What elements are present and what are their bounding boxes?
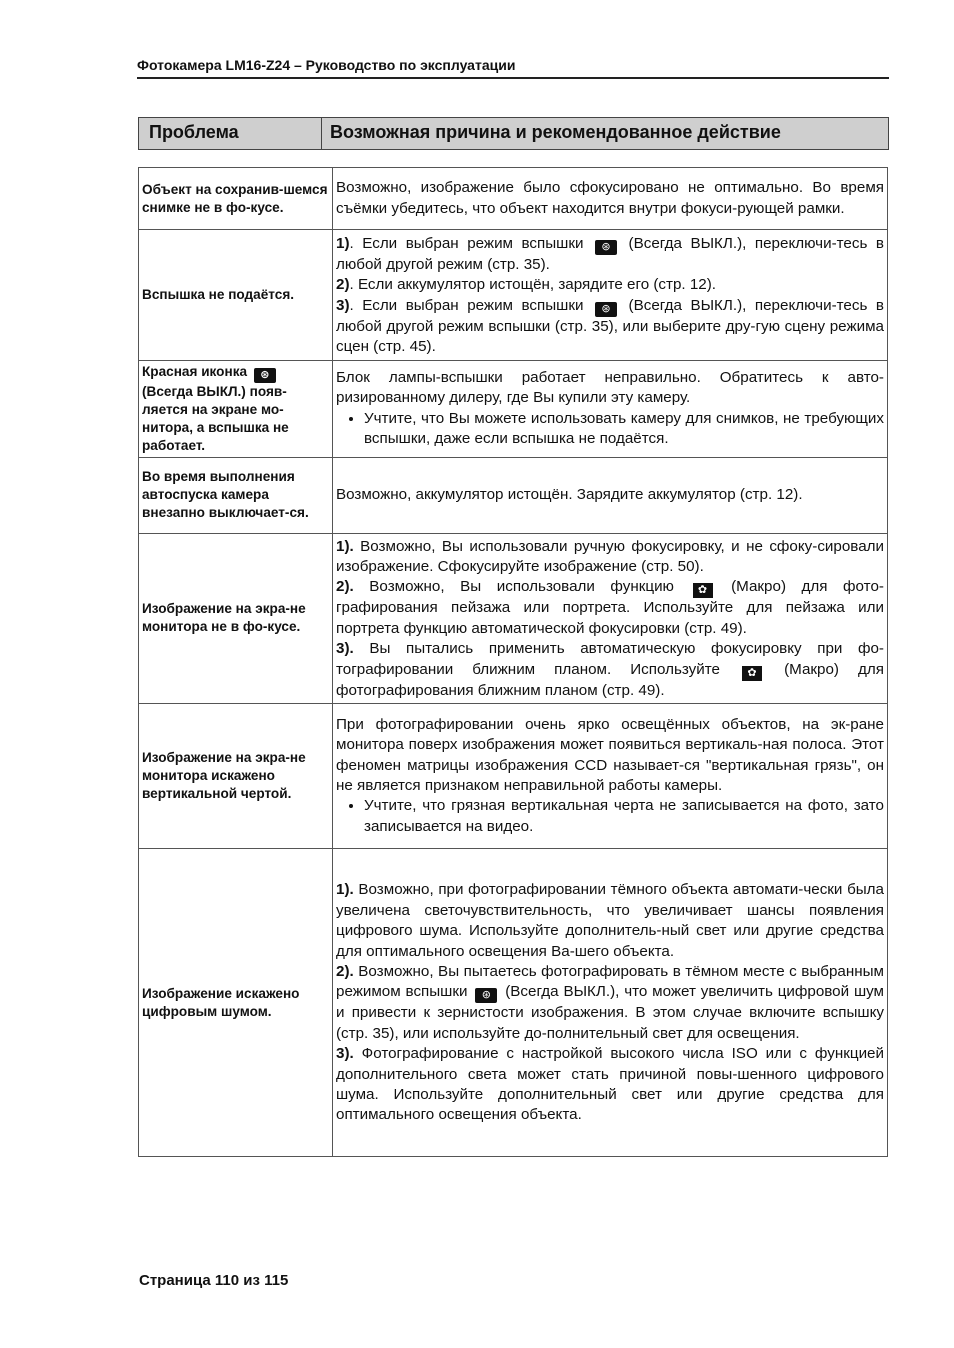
- action-item: 3). Если выбран режим вспышки ⊛ (Всегда ВЫКЛ.), переключи-тесь в любой другой режим вспышки (стр. 35), или выберите дру-гую сцену режима сцен (стр. 45).: [336, 296, 884, 356]
- problem-cell: Объект на сохранив-шемся снимке не в фо-кусе.: [139, 168, 333, 230]
- troubleshooting-table: [138, 167, 888, 1157]
- problem-cell: Во время выполнения автоспуска камера внезапно выключает-ся.: [139, 457, 333, 533]
- action-cell: Возможно, аккумулятор истощён. Зарядите аккумулятор (стр. 12).: [333, 457, 888, 533]
- flash-off-icon: ⊛: [595, 240, 617, 255]
- problem-cell: Вспышка не подаётся.: [139, 230, 333, 361]
- flash-off-icon: ⊛: [254, 368, 276, 383]
- column-header-problem: Проблема: [139, 118, 322, 149]
- table-row: [139, 704, 888, 849]
- problem-cell: Красная иконка ⊛ (Всегда ВЫКЛ.) появ-ляется на экране мо-нитора, а вспышка не работает.: [139, 360, 333, 457]
- action-item: 3). Вы пытались применить автоматическую фокусировку при фо-тографировании ближним планом. Используйте ✿ (Макро) для фотографирования ближним планом (стр. 49).: [336, 640, 884, 699]
- page-footer: Страница 110 из 115: [139, 1272, 289, 1289]
- problem-cell: Изображение на экра-не монитора не в фо-кусе.: [139, 533, 333, 703]
- action-cell: [333, 704, 888, 849]
- table-row: [139, 849, 888, 1157]
- action-cell: [333, 360, 888, 457]
- bullet-note: • Учтите, что грязная вертикальная черта не записывается на фото, зато записывается на видео.: [364, 796, 884, 837]
- bullet-note: • Учтите, что Вы можете использовать камеру для снимков, не требующих вспышки, даже если вспышка не подаётся.: [364, 409, 884, 450]
- action-item: 1). Возможно, Вы использовали ручную фокусировку, и не сфоку-сировали изображение. Сфокусируйте изображение (стр. 50).: [336, 537, 884, 576]
- action-item: 2). Если аккумулятор истощён, зарядите его (стр. 12).: [336, 276, 717, 294]
- action-cell: [333, 849, 888, 1157]
- action-item: 1). Если выбран режим вспышки ⊛ (Всегда ВЫКЛ.), переключи-тесь в любой другой режим (стр. 35).: [336, 235, 884, 273]
- action-cell: [333, 533, 888, 703]
- action-cell: Возможно, изображение было сфокусировано не оптимально. Во время съёмки убедитесь, что объект находится внутри фокуси-рующей рамки.: [333, 168, 888, 230]
- flash-off-icon: ⊛: [475, 988, 497, 1003]
- action-text: Блок лампы-вспышки работает неправильно. Обратитесь к авто-ризированному дилеру, где Вы купили эту камеру.: [336, 368, 884, 407]
- action-cell: [333, 230, 888, 361]
- table-row: [139, 230, 888, 361]
- column-header-action: Возможная причина и рекомендованное действие: [330, 122, 781, 142]
- macro-icon: ✿: [742, 666, 762, 681]
- page-header: Фотокамера LM16-Z24 – Руководство по эксплуатации: [137, 57, 889, 79]
- flash-off-icon: ⊛: [595, 302, 617, 317]
- action-item: 1). Возможно, при фотографировании тёмного объекта автомати-чески была увеличена светочувствительность, что увеличивает шансы появления цифрового шума. Используйте дополнитель-ный свет или другие средства для оптимального освещения Ва-шего объекта.: [336, 881, 884, 960]
- problem-cell: Изображение на экра-не монитора искажено вертикальной чертой.: [139, 704, 333, 849]
- table-header: [138, 117, 889, 150]
- action-item: 2). Возможно, Вы использовали функцию ✿ (Макро) для фото-графирования пейзажа или портрета. Используйте для пейзажа или портрета функцию автоматической фокусировки (стр. 49).: [336, 578, 884, 637]
- macro-icon: ✿: [693, 583, 713, 598]
- action-item: 2). Возможно, Вы пытаетесь фотографировать в тёмном месте с выбранным режимом вспышки ⊛ (Всегда ВЫКЛ.), что может увеличить цифровой шум и привести к зернистости изображения. В этом случае включите вспышку (стр. 35), или используйте до-полнительный свет для освещения.: [336, 962, 884, 1042]
- problem-cell: Изображение искажено цифровым шумом.: [139, 849, 333, 1157]
- action-text: При фотографировании очень ярко освещённых объектов, на эк-ране монитора поверх изображения может появиться вертикаль-ная полоса. Этот феномен матрицы изображения CCD называет-ся "вертикальная грязь", он не является признаком неправильной работы камеры.: [336, 715, 884, 795]
- table-row: [139, 360, 888, 457]
- table-row: [139, 168, 888, 230]
- table-row: [139, 457, 888, 533]
- action-item: 3). Фотографирование с настройкой высокого числа ISO или с функцией дополнительного света может стать причиной повы-шенного цифрового шума. Используйте дополнительный свет или другие средства для оптимального освещения объекта.: [336, 1045, 884, 1124]
- table-row: [139, 533, 888, 703]
